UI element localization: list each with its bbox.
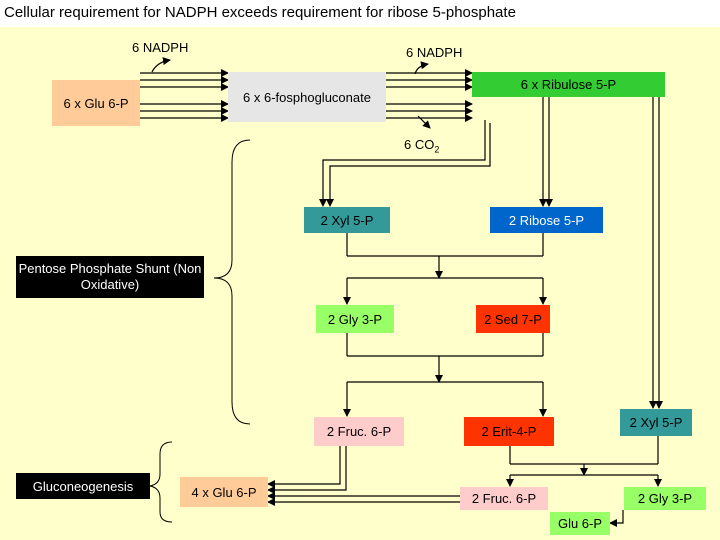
page-title: Cellular requirement for NADPH exceeds requirement for ribose 5-phosphate [4,4,516,21]
phosphogluconate-node: 6 x 6-fosphogluconate [228,72,386,122]
xyl5p-right-node: 2 Xyl 5-P [620,409,692,436]
gly3p-node: 2 Gly 3-P [316,305,394,333]
ribose5p-node: 2 Ribose 5-P [490,207,603,233]
arrows-gly3p-to-glu6p-final [610,510,623,523]
nadph-label-1: 6 NADPH [132,40,189,55]
erit4p-node: 2 Erit-4-P [464,417,554,446]
ribulose5p-node: 6 x Ribulose 5-P [472,72,665,97]
sed7p-node: 2 Sed 7-P [476,305,550,333]
arrows-ribulose-to-xyl [323,120,490,206]
arrows-glu6p-to-phosphogluconate [140,73,228,118]
gluconeogenesis-section: Gluconeogenesis [16,473,150,499]
pentose-shunt-brace [214,140,250,424]
co2-text: 6 CO [404,137,435,152]
fruc6p-bottom-node: 2 Fruc. 6-P [460,487,548,510]
gly3p-right-node: 2 Gly 3-P [624,487,706,510]
gluconeogenesis-brace [150,442,172,522]
glu6p-node: 6 x Glu 6-P [52,80,140,126]
arrows-transaldolase [347,333,543,416]
co2-label [404,137,439,155]
pentose-shunt-label: Pentose Phosphate Shunt (Non Oxidative) [18,261,202,292]
nadph-label-2: 6 NADPH [406,45,463,60]
xyl5p-node: 2 Xyl 5-P [304,207,390,233]
fruc6p-node: 2 Fruc. 6-P [314,417,404,446]
arrows-fruc-to-glu6p [268,446,460,502]
arrows-transketolase-1 [347,233,543,304]
glu6p-final-node: Glu 6-P [550,512,610,535]
arrows-phosphogluconate-to-ribulose [386,73,472,118]
glu6p-4-node: 4 x Glu 6-P [180,477,268,507]
arrows-ribulose-to-ribose [543,97,549,206]
pentose-shunt-section [16,256,204,298]
co2-subscript: 2 [434,144,440,155]
arrows-ribulose-to-xyl-right [653,97,659,408]
